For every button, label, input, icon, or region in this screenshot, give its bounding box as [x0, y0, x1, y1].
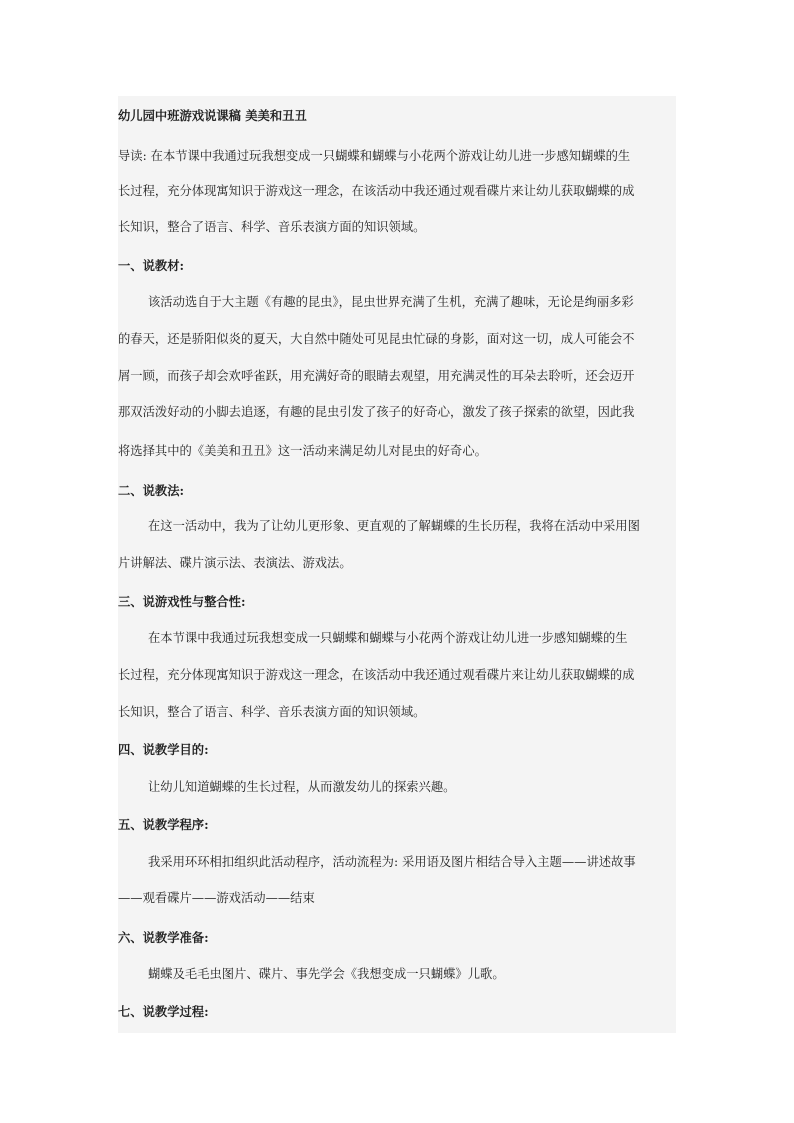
paragraph-line: 长知识，整合了语言、科学、音乐表演方面的知识领域。 — [118, 705, 426, 719]
document-title: 幼儿园中班游戏说课稿 美美和丑丑 — [118, 108, 307, 123]
paragraph-line: 蝴蝶及毛毛虫图片、碟片、事先学会《我想变成一只蝴蝶》儿歌。 — [148, 967, 505, 981]
paragraph-line: 那双活泼好动的小脚去追逐，有趣的昆虫引发了孩子的好奇心，激发了孩子探索的欲望，因此我 — [118, 405, 635, 419]
section-heading: 六、说教学准备: — [118, 930, 209, 945]
paragraph-line: 该活动选自于大主题《有趣的昆虫》，昆虫世界充满了生机，充满了趣味，无论是绚丽多彩 — [148, 295, 634, 309]
intro-line: 导读: 在本节课中我通过玩我想变成一只蝴蝶和蝴蝶与小花两个游戏让幼儿进一步感知蝴蝶的生 — [118, 149, 631, 163]
paragraph-line: 长过程，充分体现寓知识于游戏这一理念，在该活动中我还通过观看碟片来让幼儿获取蝴蝶的成 — [118, 668, 635, 682]
paragraph-line: 让幼儿知道蝴蝶的生长过程，从而激发幼儿的探索兴趣。 — [148, 780, 456, 794]
paragraph-line: ——观看碟片——游戏活动——结束 — [118, 891, 315, 905]
section-heading: 三、说游戏性与整合性: — [118, 594, 246, 609]
section-heading: 四、说教学目的: — [118, 742, 209, 757]
paragraph-line: 我采用环环相扣组织此活动程序，活动流程为: 采用语及图片相结合导入主题——讲述故事 — [148, 855, 636, 869]
paragraph-line: 的春天，还是骄阳似炎的夏天，大自然中随处可见昆虫忙碌的身影，面对这一切，成人可能会不 — [118, 332, 635, 346]
paragraph-line: 在这一活动中，我为了让幼儿更形象、更直观的了解蝴蝶的生长历程，我将在活动中采用图 — [148, 519, 640, 533]
section-heading: 七、说教学过程: — [118, 1004, 209, 1019]
section-heading: 五、说教学程序: — [118, 817, 209, 832]
section-heading: 二、说教法: — [118, 483, 185, 498]
intro-line: 长过程，充分体现寓知识于游戏这一理念，在该活动中我还通过观看碟片来让幼儿获取蝴蝶的成 — [118, 184, 635, 198]
paragraph-line: 在本节课中我通过玩我想变成一只蝴蝶和蝴蝶与小花两个游戏让幼儿进一步感知蝴蝶的生 — [148, 631, 628, 645]
paragraph-line: 片讲解法、碟片演示法、表演法、游戏法。 — [118, 556, 352, 570]
section-heading: 一、说教材: — [118, 258, 185, 273]
intro-line: 长知识，整合了语言、科学、音乐表演方面的知识领域。 — [118, 220, 426, 234]
paragraph-line: 屑一顾，而孩子却会欢呼雀跃，用充满好奇的眼睛去观望，用充满灵性的耳朵去聆听，还会迈开 — [118, 369, 635, 383]
paragraph-line: 将选择其中的《美美和丑丑》这一活动来满足幼儿对昆虫的好奇心。 — [118, 444, 487, 458]
